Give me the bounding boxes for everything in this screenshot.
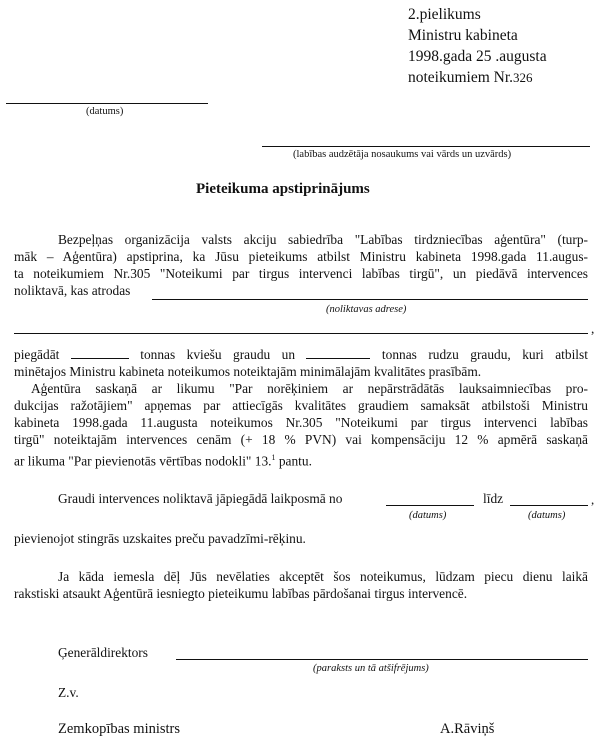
paragraph-5-line-1: Ja kāda iemesla dēļ Jūs nevēlaties akceptēt šos noteikumus, lūdzam piecu dienu laikā — [58, 569, 588, 584]
wheat-tonnes-blank[interactable] — [71, 346, 129, 359]
warehouse-address-caption: (noliktavas adrese) — [326, 304, 407, 315]
grower-field-line — [262, 146, 590, 147]
paragraph-1-line-3: ta noteikumiem Nr.305 "Noteikumi par tirgus intervenci labības tirgū", un piedāvā intervences — [14, 266, 588, 281]
delivery-period-text-2: pievienojot stingrās uzskaites preču pavadzīmi-rēķinu. — [14, 531, 306, 546]
director-signature-line — [176, 659, 588, 660]
director-signature-caption: (paraksts un tā atšifrējums) — [313, 663, 429, 674]
director-label: Ģenerāldirektors — [58, 645, 148, 660]
header-regulation-line: noteikumiem Nr.326 — [408, 69, 533, 86]
paragraph-3-line-4: tirgū" noteiktajām intervences cenām (+ 18 % PVN) vai kompensāciju 12 % apmērā saskaņā — [14, 432, 588, 447]
period-until-text: līdz — [483, 491, 504, 506]
paragraph-3-line-2: dukcijas ražotājiem" apņemas par attiecīgās kvalitātes graudiem samaksāt atbilstoši Ministru — [14, 398, 588, 413]
paragraph-2-line-2: minētajos Ministru kabineta noteikumos noteiktajām minimālajām kvalitātes prasībām. — [14, 364, 482, 379]
warehouse-address-line-2 — [14, 333, 588, 334]
paragraph-3-line-3: kabineta 1998.gada 11.augusta noteikumos Nr.305 "Noteikumi par tirgus intervenci labības — [14, 415, 588, 430]
header-date-line: 1998.gada 25 .augusta — [408, 48, 547, 65]
seal-label: Z.v. — [58, 685, 79, 700]
paragraph-3-line-5: ar likuma "Par pievienotās vērtības nodokli" 13.$^1$ pantu. — [14, 453, 312, 469]
date-field-caption: (datums) — [86, 106, 124, 117]
grower-field-caption: (labības audzētāja nosaukums vai vārds un uzvārds) — [293, 149, 512, 160]
header-institution: Ministru kabineta — [408, 27, 518, 44]
paragraph-1-line-2: māk – Aģentūra) apstiprina, ka Jūsu pieteikums atbilst Ministru kabineta 1998.gada 11.augus- — [14, 249, 588, 264]
paragraph-1-line-1: Bezpeļņas organizācija valsts akciju sabiedrība "Labības tirdzniecības aģentūra" (turp- — [58, 232, 588, 247]
paragraph-2-line-1: piegādāt tonnas kviešu graudu un tonnas rudzu graudu, kuri atbilst — [14, 347, 588, 362]
page-title: Pieteikuma apstiprinājums — [196, 181, 370, 197]
annex-number: 2.pielikums — [408, 6, 481, 23]
period-start-line[interactable] — [386, 505, 474, 506]
period-end-line[interactable] — [510, 505, 588, 506]
period-end-caption: (datums) — [528, 510, 566, 521]
rye-tonnes-blank[interactable] — [306, 346, 370, 359]
comma-mark: , — [591, 321, 595, 336]
delivery-period-text: Graudi intervences noliktavā jāpiegādā laikposmā no — [58, 491, 343, 506]
warehouse-address-line — [152, 299, 588, 300]
paragraph-1-line-4: noliktavā, kas atrodas — [14, 283, 131, 298]
paragraph-5-line-2: rakstiski atsaukt Aģentūrā iesniegto pieteikumu labības pārdošanai tirgus intervencē. — [14, 586, 468, 601]
minister-label: Zemkopības ministrs — [58, 721, 181, 737]
minister-name: A.Rāviņš — [440, 721, 495, 737]
period-start-caption: (datums) — [409, 510, 447, 521]
period-comma: , — [591, 492, 595, 507]
paragraph-3-line-1: Aģentūra saskaņā ar likumu "Par norēķiniem ar nepārstrādātās lauksaimniecības pro- — [31, 381, 588, 396]
date-field-line — [6, 103, 208, 104]
